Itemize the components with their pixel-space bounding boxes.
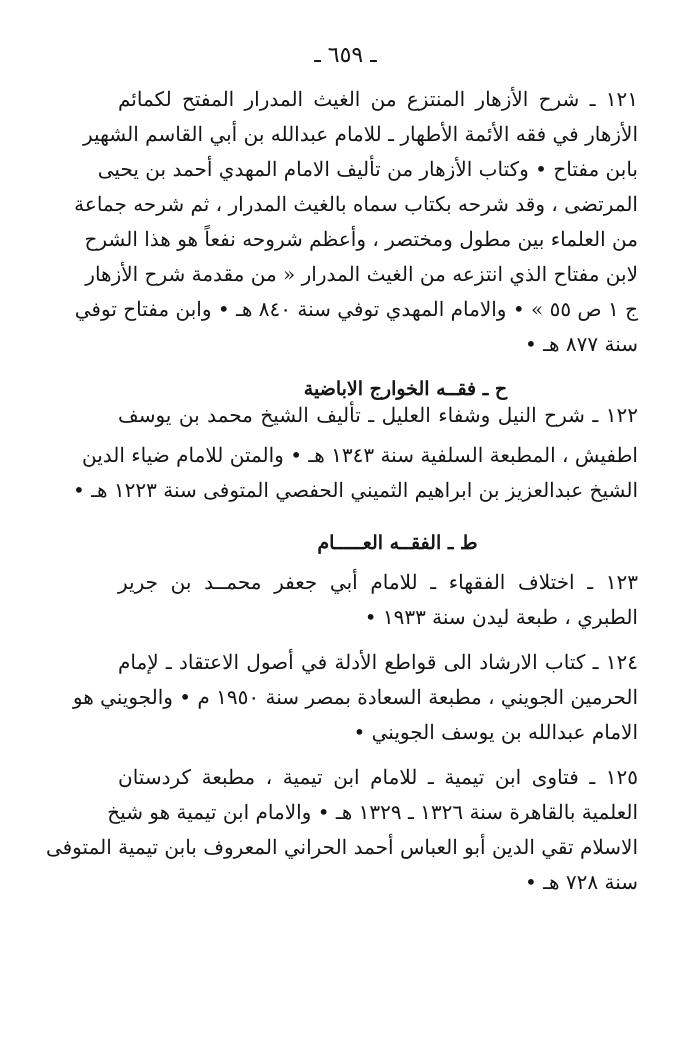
- entry-121-line-4: المرتضى ، وقد شرحه بكتاب سماه بالغيث المدرار ، ثم شرحه جماعة: [74, 192, 638, 216]
- entry-122-line-3: الشيخ عبدالعزيز بن ابراهيم الثميني الحفصي المتوفى سنة ١٢٢٣ هـ •: [73, 478, 638, 502]
- entry-125-line-4: سنة ٧٢٨ هـ •: [524, 870, 638, 894]
- entry-121-line-1: ١٢١ ـ شرح الأزهار المنتزع من الغيث المدرار المفتح لكمائم: [118, 87, 638, 111]
- entry-121-line-3: بابن مفتاح • وكتاب الأزهار من تأليف الامام المهدي أحمد بن يحيى: [97, 157, 638, 181]
- entry-122-line-1: ١٢٢ ـ شرح النيل وشفاء العليل ـ تأليف الشيخ محمد بن يوسف: [118, 403, 638, 427]
- entry-123-line-1: ١٢٣ ـ اختلاف الفقهاء ـ للامام أبي جعفر محمــد بن جرير: [118, 570, 638, 594]
- entry-124-line-1: ١٢٤ ـ كتاب الارشاد الى قواطع الأدلة في أصول الاعتقاد ـ لإمام: [118, 650, 638, 674]
- entry-121-line-6: لابن مفتاح الذي انتزعه من الغيث المدرار « من مقدمة شرح الأزهار: [85, 262, 638, 286]
- entry-121: [74, 82, 638, 362]
- entry-124: [72, 645, 638, 750]
- entry-123-line-2: الطبري ، طبعة ليدن سنة ١٩٣٣ •: [364, 605, 638, 629]
- entry-123: [118, 565, 638, 635]
- entry-124-line-3: الامام عبدالله بن يوسف الجويني •: [353, 720, 638, 744]
- entry-125-line-1: ١٢٥ ـ فتاوى ابن تيمية ـ للامام ابن تيمية ، مطبعة كردستان: [118, 765, 638, 789]
- entry-125-line-2: العلمية بالقاهرة سنة ١٣٢٦ ـ ١٣٢٩ هـ • والامام ابن تيمية هو شيخ: [107, 800, 638, 824]
- page-number: ـ ٦٥٩ ـ: [314, 43, 377, 68]
- entry-121-line-2: الأزهار في فقه الأئمة الأطهار ـ للامام عبدالله بن أبي القاسم الشهير: [83, 122, 638, 146]
- entry-122: [73, 393, 638, 508]
- entry-125: [45, 760, 638, 900]
- section-heading-general-fiqh: ط ـ الفقــه العـــــام: [317, 532, 478, 554]
- entry-121-line-5: من العلماء بين مطول ومختصر ، وأعظم شروحه نفعاً هو هذا الشرح: [84, 227, 638, 251]
- entry-125-line-3: الاسلام تقي الدين أبو العباس أحمد الحراني المعروف بابن تيمية المتوفى: [45, 835, 638, 859]
- entry-121-line-7: ج ١ ص ٥٥ » • والامام المهدي توفي سنة ٨٤٠ هـ • وابن مفتاح توفي: [74, 297, 638, 321]
- entry-122-line-2: اطفيش ، المطبعة السلفية سنة ١٣٤٣ هـ • والمتن للامام ضياء الدين: [81, 443, 638, 467]
- section-heading-khawarij: ح ـ فقــه الخوارج الاباضية: [303, 378, 508, 400]
- entry-124-line-2: الحرمين الجويني ، مطبعة السعادة بمصر سنة ١٩٥٠ م • والجويني هو: [72, 685, 638, 709]
- entry-121-line-8: سنة ٨٧٧ هـ •: [524, 332, 638, 356]
